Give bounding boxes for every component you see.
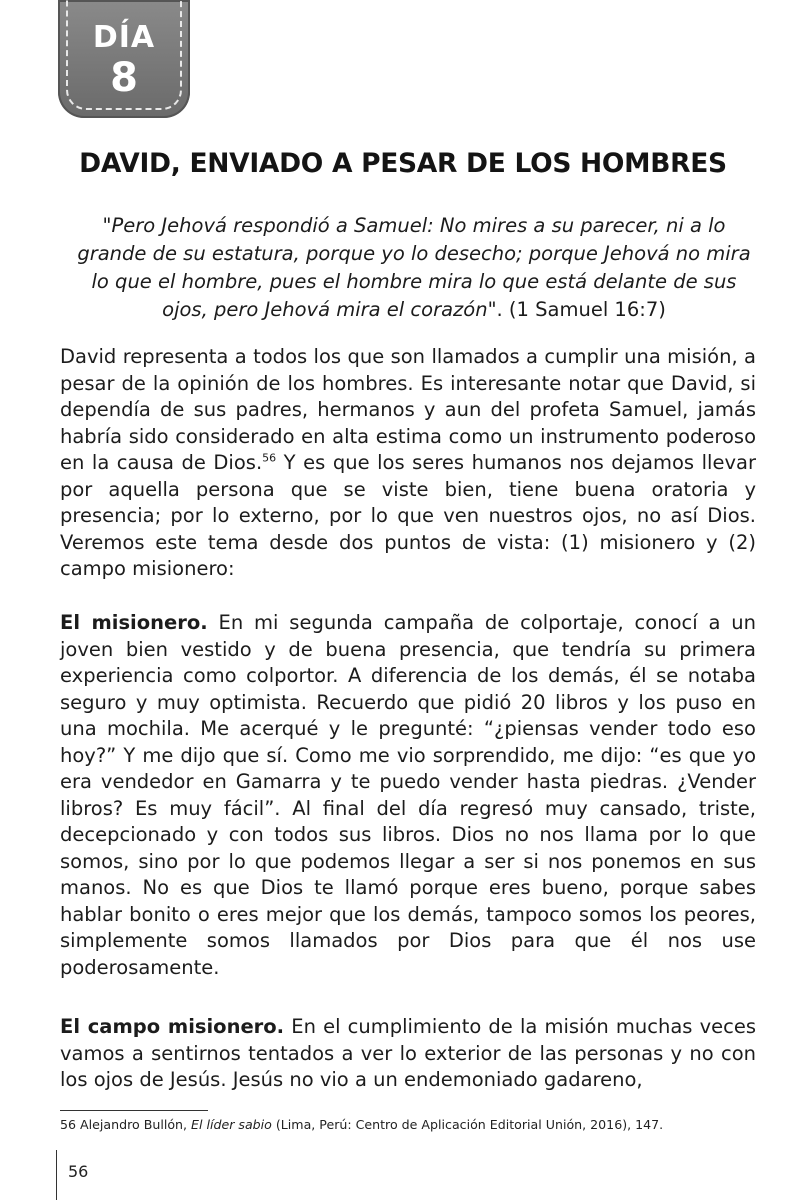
page-number-divider xyxy=(56,1150,57,1200)
day-badge xyxy=(58,0,190,118)
verse-reference: ". (1 Samuel 16:7) xyxy=(487,298,666,321)
intro-text-cont: Y es que los seres humanos nos dejamos llevar por aquella persona que se viste bien, tiene buena oratoria y presencia; por lo externo, por lo que ven nuestros ojos, no así Dios. Veremos este tema desde dos puntos de vista: (1) misionero y (2) campo misionero: xyxy=(60,451,756,580)
paragraph-missionary xyxy=(60,610,756,981)
footnote-author: Alejandro Bullón, xyxy=(76,1117,192,1132)
section-heading-mission-field: El campo misionero. xyxy=(60,1015,285,1038)
day-number: 8 xyxy=(110,55,138,101)
day-label: DÍA xyxy=(92,20,156,55)
missionary-text: En mi segunda campaña de colportaje, conocí a un joven bien vestido y de buena presencia, que tendría su primera experiencia como colportor. A diferencia de los demás, él se notaba seguro y muy optimista. Recuerdo que pidió 20 libros y los puso en una mochila. Me acerqué y le pregunté: “¿piensas vender todo eso hoy?” Y me dijo que sí. Como me vio sorprendido, me dijo: “es que yo era vendedor en Gamarra y te puedo vender hasta piedras. ¿Vender libros? Es muy fácil”. Al final del día regresó muy cansado, triste, decepcionado y con todos sus libros. Dios no nos llama por lo que somos, sino por lo que podemos llegar a ser si nos ponemos en sus manos. No es que Dios te llamó porque eres bueno, porque sabes hablar bonito o eres mejor que los demás, tampoco somos los peores, simplemente somos llamados por Dios para que él nos use poderosamente. xyxy=(60,611,756,979)
section-heading-missionary: El misionero. xyxy=(60,611,208,634)
footnote-number: 56 xyxy=(60,1117,77,1132)
footnote xyxy=(60,1117,766,1132)
bible-verse xyxy=(70,212,758,324)
mission-field-text: En el cumplimiento de la misión muchas veces vamos a sentirnos tentados a ver lo exterior de las personas y no con los ojos de Jesús. Jesús no vio a un endemoniado gadareno, xyxy=(60,1015,756,1091)
footnote-book-title: El líder sabio xyxy=(191,1117,272,1132)
page-title: DAVID, ENVIADO A PESAR DE LOS HOMBRES xyxy=(79,148,727,179)
footnote-marker: 56 xyxy=(262,451,277,465)
paragraph-intro xyxy=(60,344,756,583)
footnote-publication: (Lima, Perú: Centro de Aplicación Editorial Unión, 2016), 147. xyxy=(271,1117,664,1132)
page-number: 56 xyxy=(68,1162,89,1181)
verse-text: "Pero Jehová respondió a Samuel: No mires a su parecer, ni a lo grande de su estatura, porque yo lo desecho; porque Jehová no mira lo que el hombre, pues el hombre mira lo que está delante de sus ojos, pero Jehová mira el corazón xyxy=(77,214,751,321)
intro-text: David representa a todos los que son llamados a cumplir una misión, a pesar de la opinión de los hombres. Es interesante notar que David, si dependía de sus padres, hermanos y aun del profeta Samuel, jamás habría sido considerado en alta estima como un instrumento poderoso en la causa de Dios. xyxy=(60,345,756,474)
footnote-divider xyxy=(60,1110,208,1111)
paragraph-mission-field xyxy=(60,1014,756,1094)
